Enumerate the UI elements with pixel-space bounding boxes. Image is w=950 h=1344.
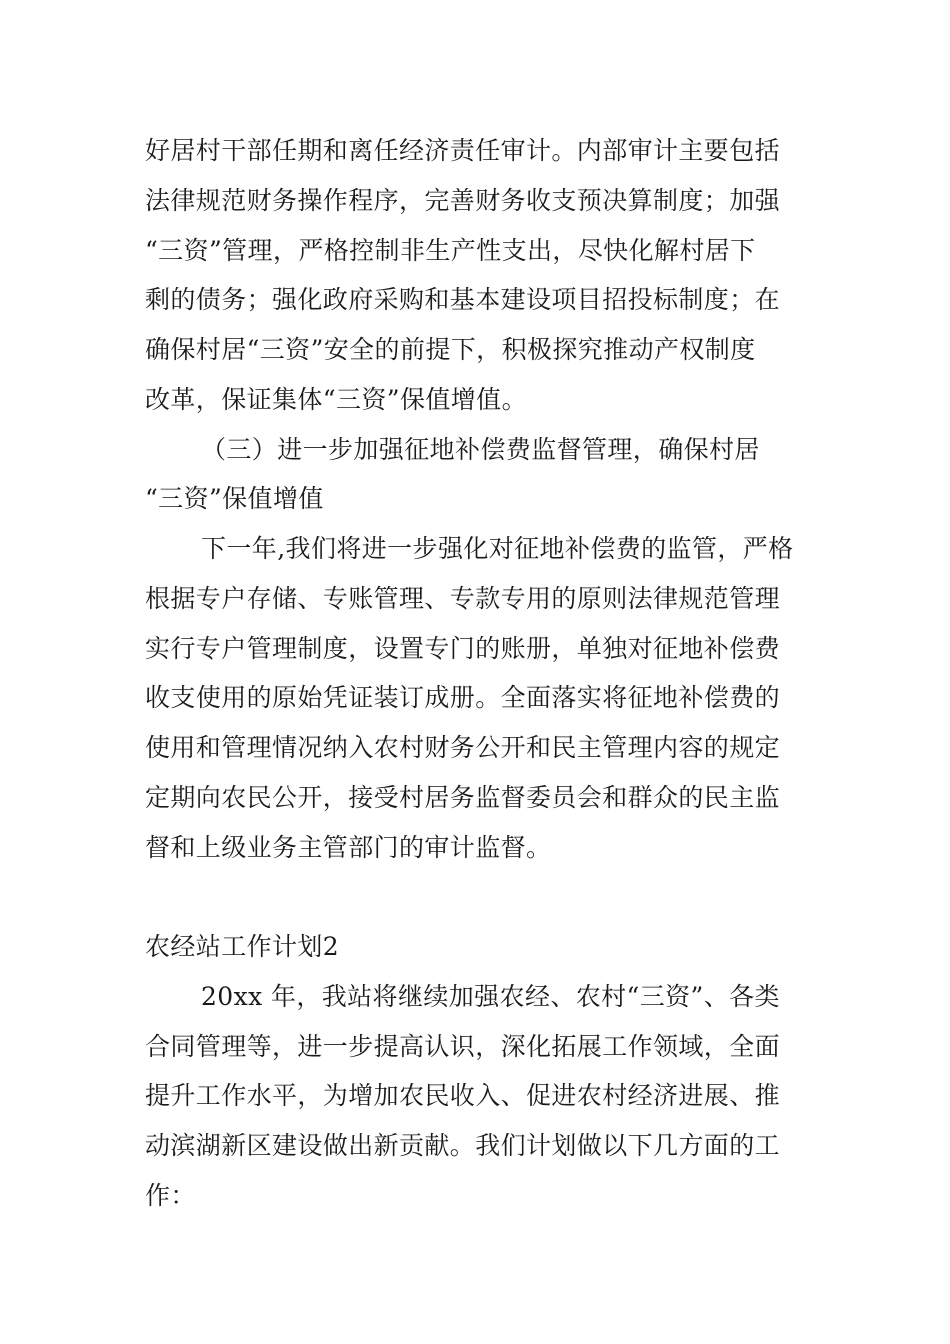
text-line: 合同管理等，进一步提高认识，深化拓展工作领域，全面	[145, 1032, 781, 1061]
text-line: 法律规范财务操作程序，完善财务收支预决算制度；加强	[145, 186, 781, 215]
text-line: 动滨湖新区建设做出新贡献。我们计划做以下几方面的工	[145, 1131, 781, 1160]
text-line: 使用和管理情况纳入农村财务公开和民主管理内容的规定	[145, 733, 781, 762]
text-line: 作：	[145, 1181, 196, 1210]
text-line: “三资”管理，严格控制非生产性支出，尽快化解村居下	[145, 236, 756, 265]
text-line: 下一年,我们将进一步强化对征地补偿费的监管，严格	[201, 534, 794, 563]
text-line: 督和上级业务主管部门的审计监督。	[145, 833, 552, 862]
text-line: 实行专户管理制度，设置专门的账册，单独对征地补偿费	[145, 634, 781, 663]
text-line: 定期向农民公开，接受村居务监督委员会和群众的民主监	[145, 783, 781, 812]
section-heading: （三）进一步加强征地补偿费监督管理，确保村居	[201, 435, 760, 464]
section-heading-continuation: “三资”保值增值	[145, 484, 324, 513]
text-line: 收支使用的原始凭证装订成册。全面落实将征地补偿费的	[145, 683, 781, 712]
text-line: 确保村居“三资”安全的前提下，积极探究推动产权制度	[145, 335, 756, 364]
text-line: 提升工作水平，为增加农民收入、促进农村经济进展、推	[145, 1081, 781, 1110]
document-title: 农经站工作计划2	[145, 932, 340, 961]
text-line: 20xx 年，我站将继续加强农经、农村“三资”、各类	[201, 982, 780, 1011]
text-line: 改革，保证集体“三资”保值增值。	[145, 385, 527, 414]
text-line: 好居村干部任期和离任经济责任审计。内部审计主要包括	[145, 136, 781, 165]
text-line: 根据专户存储、专账管理、专款专用的原则法律规范管理	[145, 584, 781, 613]
text-line: 剩的债务；强化政府采购和基本建设项目招投标制度；在	[145, 285, 781, 314]
